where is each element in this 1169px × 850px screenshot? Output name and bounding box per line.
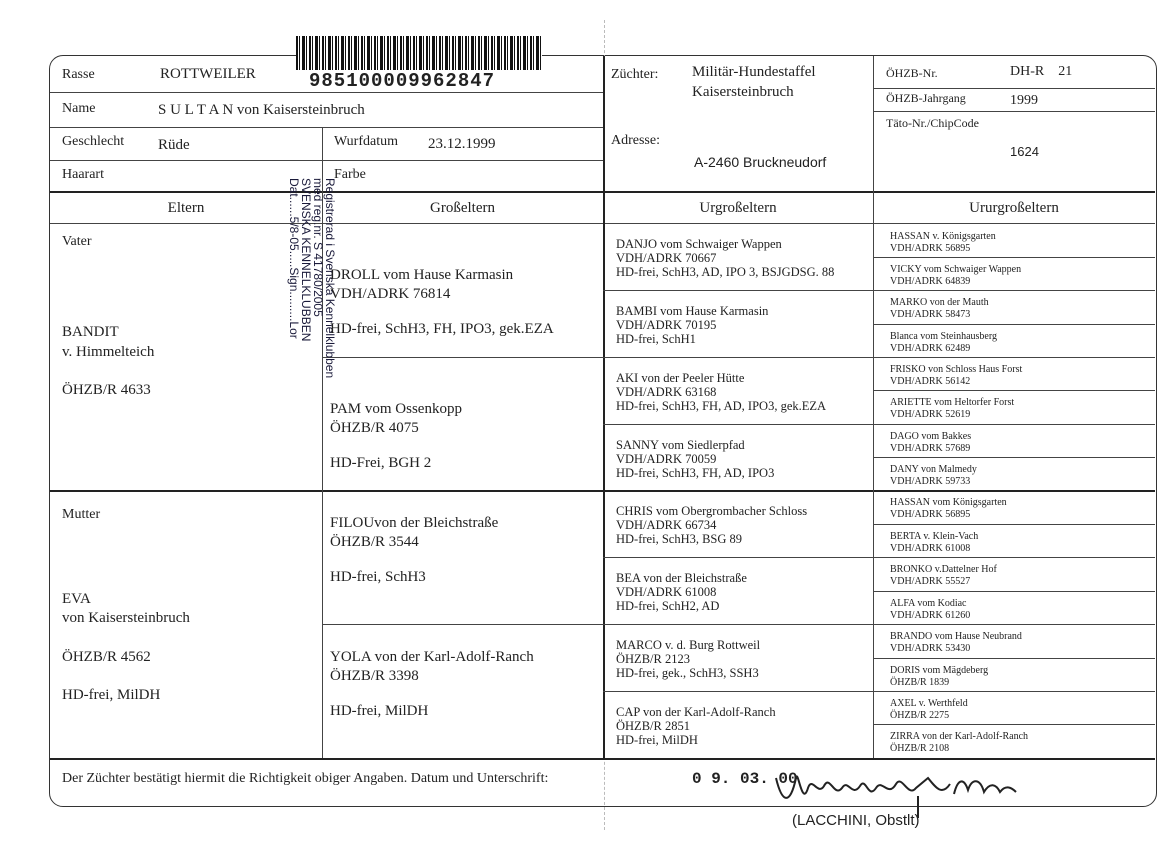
dog-name: S U L T A N von Kaisersteinbruch	[158, 102, 365, 118]
urgrosselter-6: BEA von der Bleichstraße VDH/ADRK 61008 HD-frei, SchH2, AD	[616, 571, 747, 613]
urgrosselter-2: BAMBI vom Hause Karmasin VDH/ADRK 70195 HD-frei, SchH1	[616, 304, 769, 346]
chip-value: 1624	[1010, 144, 1039, 159]
ururgrosselter-7: DAGO vom Bakkes VDH/ADRK 57689	[890, 431, 972, 454]
barcode	[296, 36, 542, 70]
urgrosselter-5: CHRIS vom Obergrombacher Schloss VDH/ADRK 66734 HD-frei, SchH3, BSG 89	[616, 504, 808, 546]
grosselter-2: PAM vom Ossenkopp ÖHZB/R 4075 HD-Frei, BGH 2	[330, 401, 462, 471]
ururgrosselter-16: ZIRRA von der Karl-Adolf-Ranch ÖHZB/R 2108	[890, 731, 1029, 754]
handwritten-signature	[768, 748, 1038, 818]
vater-name-2: v. Himmelteich	[62, 344, 155, 360]
vater-label: Vater	[62, 234, 92, 249]
grosselter-3: FILOUvon der Bleichstraße ÖHZB/R 3544 HD-frei, SchH3	[330, 515, 499, 585]
wurfdatum-value: 23.12.1999	[428, 136, 496, 152]
adresse-label: Adresse:	[611, 133, 660, 148]
barcode-number: 985100009962847	[305, 70, 499, 92]
ururgrosselter-5: FRISKO von Schloss Haus Forst VDH/ADRK 56142	[890, 364, 1023, 387]
farbe-label: Farbe	[334, 167, 366, 182]
urgrosselter-3: AKI von der Peeler Hütte VDH/ADRK 63168 HD-frei, SchH3, FH, AD, IPO3, gek.EZA	[616, 371, 827, 413]
urgrosselter-8: CAP von der Karl-Adolf-Ranch ÖHZB/R 2851 HD-frei, MilDH	[616, 705, 776, 747]
col-eltern: Eltern	[167, 200, 205, 216]
zuechter-value-2: Kaisersteinbruch	[692, 84, 794, 100]
oehzb-nr-label: ÖHZB-Nr.	[886, 66, 938, 80]
ururgrosselter-9: HASSAN vom Königsgarten VDH/ADRK 56895	[890, 497, 1007, 520]
urgrosselter-7: MARCO v. d. Burg Rottweil ÖHZB/R 2123 HD-frei, gek., SchH3, SSH3	[616, 638, 761, 680]
adresse-value: A-2460 Bruckneudorf	[694, 154, 827, 170]
mutter-reg: ÖHZB/R 4562	[62, 649, 151, 665]
wurfdatum-label: Wurfdatum	[334, 134, 398, 149]
grosselter-1: DROLL vom Hause Karmasin VDH/ADRK 76814 HD-frei, SchH3, FH, IPO3, gek.EZA	[330, 267, 554, 337]
mutter-label: Mutter	[62, 507, 101, 522]
ururgrosselter-14: DORIS vom Mägdeberg ÖHZB/R 1839	[890, 665, 989, 688]
urgrosselter-4: SANNY vom Siedlerpfad VDH/ADRK 70059 HD-frei, SchH3, FH, AD, IPO3	[616, 438, 775, 480]
kennel-club-stamp: Registrerad i Svenska Kennelklubben med reg.nr. S 41780/2005 SVENSKA KENNELKLUBBEN Dat......5/8-05.....Sign.........Lor	[287, 178, 337, 379]
ururgrosselter-11: BRONKO v.Dattelner Hof VDH/ADRK 55527	[890, 564, 997, 587]
rasse-value: ROTTWEILER	[160, 66, 256, 82]
chip-label: Täto-Nr./ChipCode	[886, 116, 979, 130]
col-grosseltern: Großeltern	[430, 200, 495, 216]
ururgrosselter-10: BERTA v. Klein-Vach VDH/ADRK 61008	[890, 531, 979, 554]
ururgrosselter-8: DANY von Malmedy VDH/ADRK 59733	[890, 464, 977, 487]
col-ururgrosseltern: Ururgroßeltern	[969, 200, 1059, 216]
ururgrosselter-2: VICKY vom Schwaiger Wappen VDH/ADRK 64839	[890, 264, 1022, 287]
zuechter-value-1: Militär-Hundestaffel	[692, 64, 816, 80]
footer-date: 0 9. 03. 00	[692, 770, 798, 788]
signer-name: (LACCHINI, Obstlt)	[792, 812, 920, 829]
ururgrosselter-1: HASSAN v. Königsgarten VDH/ADRK 56895	[890, 231, 996, 254]
ururgrosselter-15: AXEL v. Werthfeld ÖHZB/R 2275	[890, 698, 968, 721]
oehzb-jahrgang-label: ÖHZB-Jahrgang	[886, 91, 966, 105]
ururgrosselter-4: Blanca vom Steinhausberg VDH/ADRK 62489	[890, 331, 998, 354]
mutter-name-2: von Kaisersteinbruch	[62, 610, 190, 626]
mutter-info: HD-frei, MilDH	[62, 687, 161, 703]
geschlecht-label: Geschlecht	[62, 134, 125, 149]
col-urgrosseltern: Urgroßeltern	[699, 200, 777, 216]
zuechter-label: Züchter:	[611, 67, 659, 82]
ururgrosselter-6: ARIETTE vom Heltorfer Forst VDH/ADRK 52619	[890, 397, 1015, 420]
grosselter-4: YOLA von der Karl-Adolf-Ranch ÖHZB/R 3398 HD-frei, MilDH	[330, 649, 534, 719]
vater-name: BANDIT	[62, 324, 119, 340]
geschlecht-value: Rüde	[158, 137, 190, 153]
ururgrosselter-12: ALFA vom Kodiac VDH/ADRK 61260	[890, 598, 971, 621]
name-label: Name	[62, 101, 96, 116]
footer-confirmation: Der Züchter bestätigt hiermit die Richtigkeit obiger Angaben. Datum und Unterschrift:	[62, 771, 549, 786]
oehzb-nr-value: DH-R 21	[1010, 64, 1073, 79]
mutter-name: EVA	[62, 591, 91, 607]
ururgrosselter-13: BRANDO vom Hause Neubrand VDH/ADRK 53430	[890, 631, 1022, 654]
ururgrosselter-3: MARKO von der Mauth VDH/ADRK 58473	[890, 297, 989, 320]
rasse-label: Rasse	[62, 67, 95, 82]
vater-reg: ÖHZB/R 4633	[62, 382, 151, 398]
urgrosselter-1: DANJO vom Schwaiger Wappen VDH/ADRK 70667 HD-frei, SchH3, AD, IPO 3, BSJGDSG. 88	[616, 237, 835, 279]
haarart-label: Haarart	[62, 167, 104, 182]
oehzb-jahrgang-value: 1999	[1010, 93, 1038, 108]
